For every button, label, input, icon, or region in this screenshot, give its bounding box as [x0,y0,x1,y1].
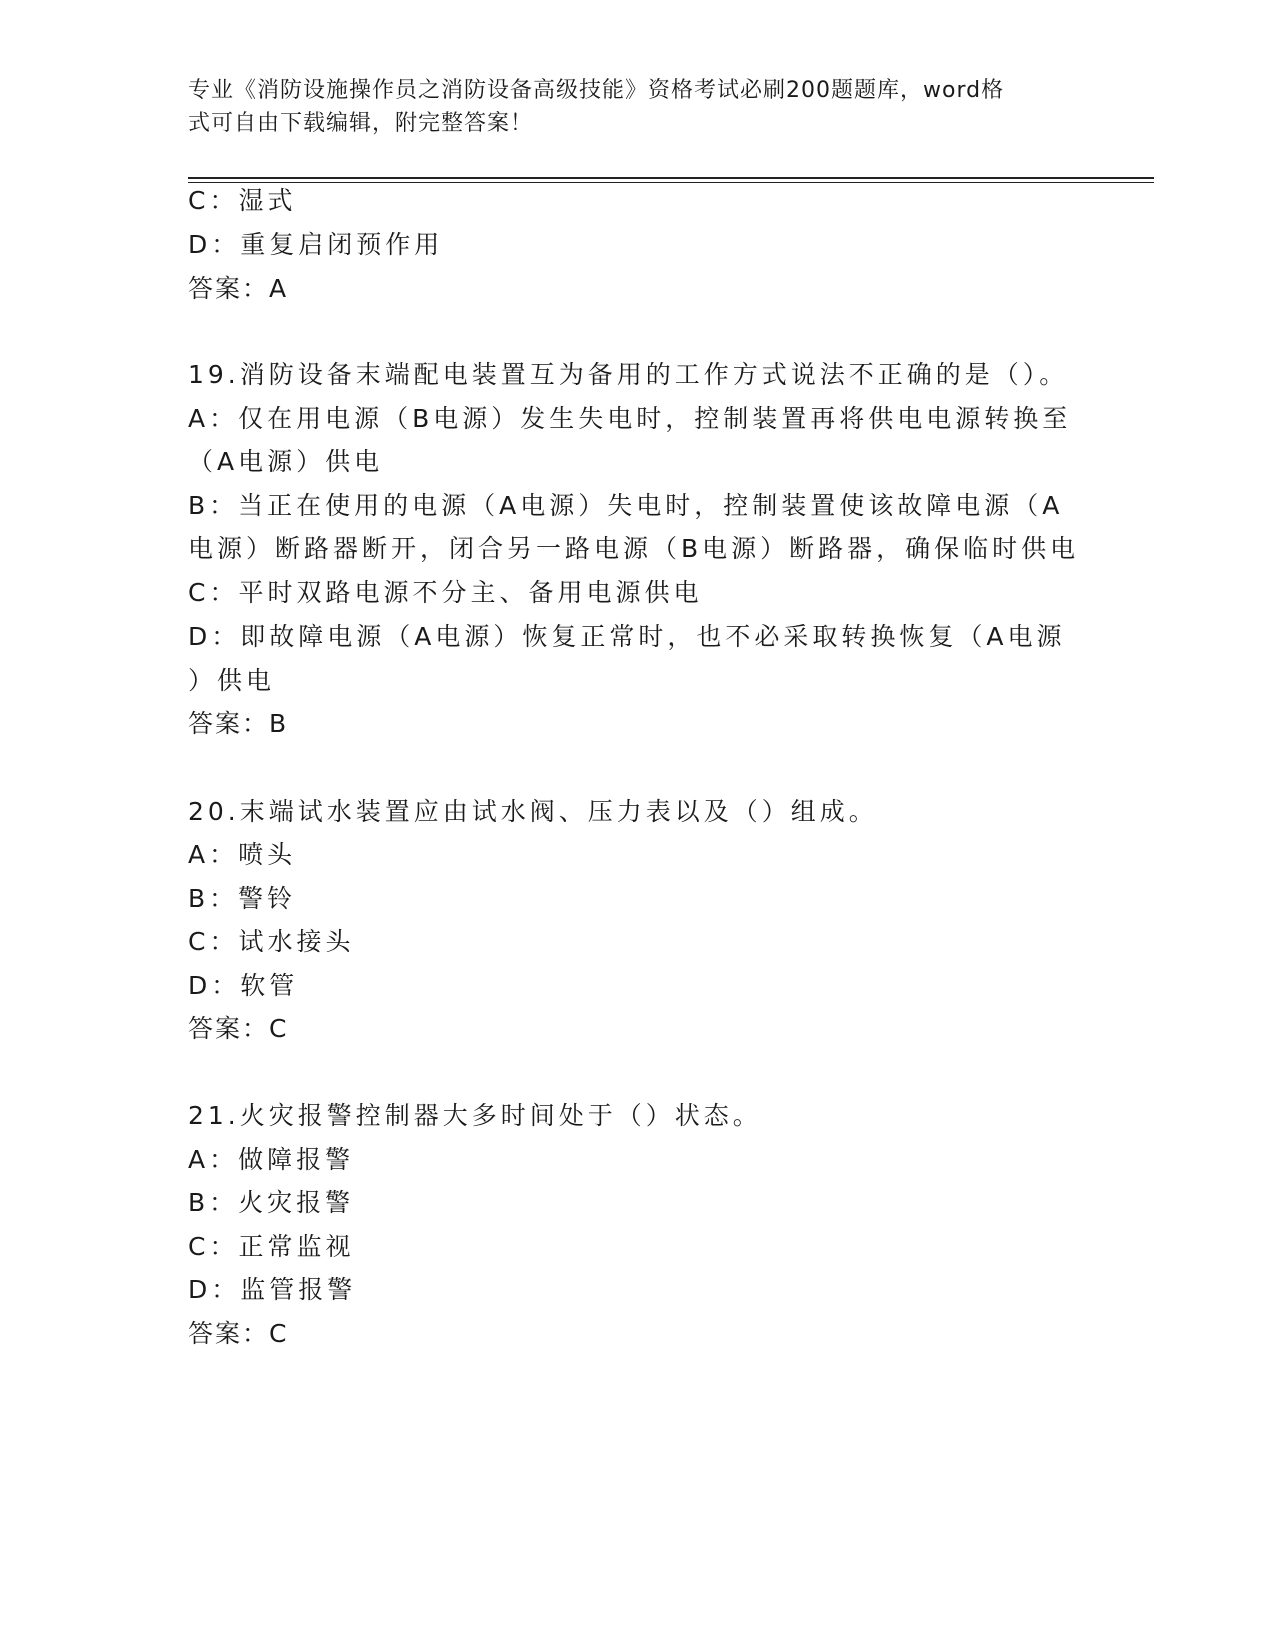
q19-option-d-line-1: D：即故障电源（A电源）恢复正常时，也不必采取转换恢复（A电源 [188,622,1066,651]
header-divider-thin [188,182,1154,183]
q21-answer: 答案：C [188,1319,289,1348]
q18-option-d: D：重复启闭预作用 [188,230,444,259]
q21-option-d: D：监管报警 [188,1275,357,1304]
q20-option-b: B：警铃 [188,884,297,913]
q20-option-a: A：喷头 [188,840,297,869]
q18-answer: 答案：A [188,274,289,303]
q21-option-b: B：火灾报警 [188,1188,355,1217]
q19-option-a-line-2: （A电源）供电 [188,447,384,476]
header-line-1: 专业《消防设施操作员之消防设备高级技能》资格考试必刷200题题库，word格 [188,78,1005,103]
header-divider-thick [188,177,1154,179]
header-line-2: 式可自由下载编辑，附完整答案！ [188,111,534,136]
q21-stem: 21.火灾报警控制器大多时间处于（）状态。 [188,1101,762,1130]
q20-answer: 答案：C [188,1014,289,1043]
q19-option-b-line-1: B：当正在使用的电源（A电源）失电时，控制装置使该故障电源（A [188,491,1064,520]
q19-stem: 19.消防设备末端配电装置互为备用的工作方式说法不正确的是（）。 [188,360,1069,389]
q20-stem: 20.末端试水装置应由试水阀、压力表以及（）组成。 [188,797,878,826]
q19-option-a-line-1: A：仅在用电源（B电源）发生失电时，控制装置再将供电电源转换至 [188,404,1072,433]
q20-option-d: D：软管 [188,971,299,1000]
q20-option-c: C：试水接头 [188,927,355,956]
q19-option-b-line-2: 电源）断路器断开，闭合另一路电源（B电源）断路器，确保临时供电 [188,534,1080,563]
q19-answer: 答案：B [188,709,289,738]
q18-option-c: C：湿式 [188,186,297,215]
q19-option-c: C：平时双路电源不分主、备用电源供电 [188,578,703,607]
q19-option-d-line-2: ）供电 [188,666,276,695]
q21-option-c: C：正常监视 [188,1232,355,1261]
q21-option-a: A：做障报警 [188,1145,355,1174]
page-header [188,74,1068,140]
